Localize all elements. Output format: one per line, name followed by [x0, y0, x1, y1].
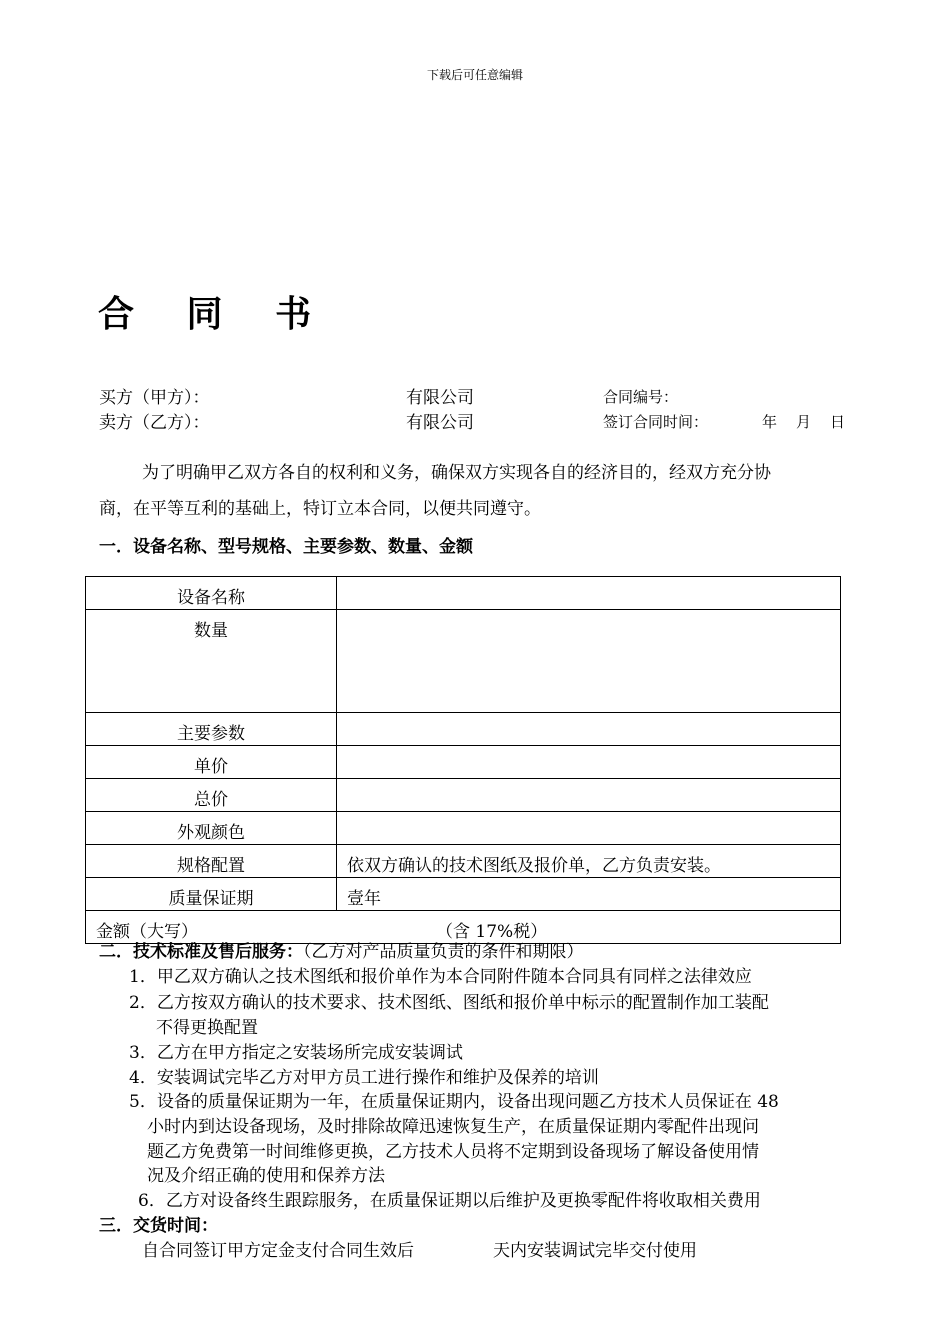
total-price-value [337, 779, 841, 812]
list-item: 6．乙方对设备终生跟踪服务，在质量保证期以后维护及更换零配件将收取相关费用 [138, 1191, 761, 1211]
table-row [86, 779, 841, 812]
quantity-label: 数量 [86, 610, 337, 713]
document-title: 合 同 书 [98, 294, 332, 335]
section-2-title: 二．技术标准及售后服务： [99, 942, 303, 962]
sign-date-label: 签订合同时间： [603, 413, 709, 431]
warranty-value: 壹年 [337, 878, 841, 911]
list-item: 小时内到达设备现场，及时排除故障迅速恢复生产，在质量保证期内零配件出现问 [147, 1117, 759, 1137]
equipment-table [85, 576, 841, 944]
intro-line-2: 商，在平等互利的基础上，特订立本合同，以便共同遵守。 [99, 499, 541, 519]
section-3-heading: 三．交货时间： [99, 1216, 218, 1236]
unit-price-label: 单价 [86, 746, 337, 779]
sign-date-month: 月 [796, 413, 812, 431]
list-item: 题乙方免费第一时间维修更换，乙方技术人员将不定期到设备现场了解设备使用情 [147, 1142, 759, 1162]
table-row [86, 812, 841, 845]
unit-price-value [337, 746, 841, 779]
color-value [337, 812, 841, 845]
buyer-company: 有限公司 [406, 388, 474, 408]
delivery-text-a: 自合同签订甲方定金支付合同生效后 [142, 1241, 414, 1261]
quantity-value [337, 610, 841, 713]
list-item: 1．甲乙双方确认之技术图纸和报价单作为本合同附件随本合同具有同样之法律效应 [129, 967, 752, 987]
main-params-value [337, 713, 841, 746]
section-2-note: （乙方对产品质量负责的条件和期限） [303, 942, 584, 962]
warranty-label: 质量保证期 [86, 878, 337, 911]
equipment-name-value [337, 577, 841, 610]
total-price-label: 总价 [86, 779, 337, 812]
spec-config-label: 规格配置 [86, 845, 337, 878]
list-item: 不得更换配置 [156, 1018, 258, 1038]
table-row [86, 577, 841, 610]
sign-date-year: 年 [762, 413, 778, 431]
seller-label: 卖方（乙方）： [99, 413, 210, 433]
list-item: 2．乙方按双方确认的技术要求、技术图纸、图纸和报价单中标示的配置制作加工装配 [129, 993, 769, 1013]
header-note: 下载后可任意编辑 [426, 68, 523, 82]
delivery-text-b: 天内安装调试完毕交付使用 [493, 1241, 697, 1261]
list-item: 3．乙方在甲方指定之安装场所完成安装调试 [129, 1043, 463, 1063]
amount-tax-note: （含 17%税） [436, 922, 548, 942]
table-row [86, 746, 841, 779]
list-item: 况及介绍正确的使用和保养方法 [147, 1166, 385, 1186]
table-row [86, 878, 841, 911]
list-item: 4．安装调试完毕乙方对甲方员工进行操作和维护及保养的培训 [129, 1068, 599, 1088]
sign-date-day: 日 [830, 413, 846, 431]
spec-config-value: 依双方确认的技术图纸及报价单，乙方负责安装。 [337, 845, 841, 878]
table-row [86, 845, 841, 878]
seller-company: 有限公司 [406, 413, 474, 433]
table-row [86, 610, 841, 713]
intro-line-1: 为了明确甲乙双方各自的权利和义务，确保双方实现各自的经济目的，经双方充分协 [142, 463, 771, 483]
main-params-label: 主要参数 [86, 713, 337, 746]
color-label: 外观颜色 [86, 812, 337, 845]
contract-no-label: 合同编号： [603, 388, 679, 406]
amount-label: 金额（大写） [96, 922, 198, 942]
equipment-name-label: 设备名称 [86, 577, 337, 610]
list-item: 5．设备的质量保证期为一年，在质量保证期内，设备出现问题乙方技术人员保证在 48 [129, 1092, 779, 1112]
table-row [86, 713, 841, 746]
section-2-heading [99, 937, 584, 962]
section-1-heading: 一．设备名称、型号规格、主要参数、数量、金额 [99, 537, 473, 557]
buyer-label: 买方（甲方）： [99, 388, 210, 408]
